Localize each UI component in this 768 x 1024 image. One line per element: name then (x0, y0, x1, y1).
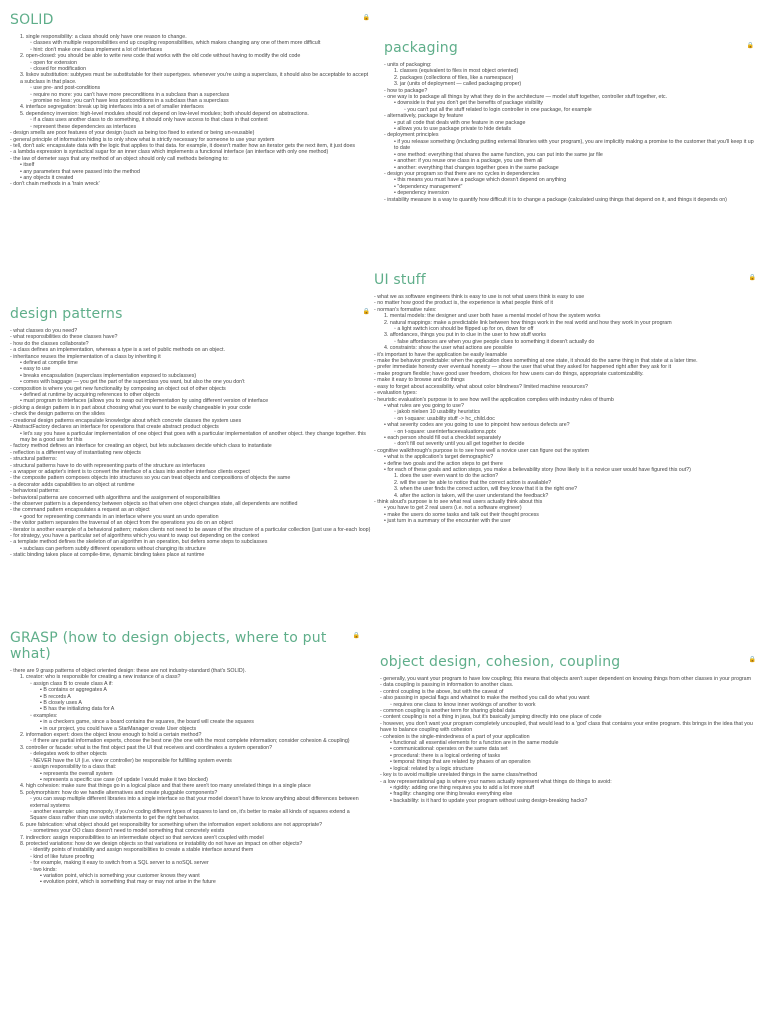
note-line: • define two goals and the action steps to get there (384, 460, 503, 467)
note-line: 1. single responsibility: a class should only have one reason to change. (20, 34, 187, 40)
note-line: • comes with baggage — you get the part of the superclass you want, but also the one you don't (20, 379, 245, 386)
note-line: ◦ examples: (30, 712, 58, 719)
note-line: 7. indirection: assign responsibilities to an intermediate object so that services aren't coupled with model (20, 834, 264, 841)
note-line: 2. will the user be able to notice that the correct action is available? (394, 479, 552, 486)
note-line: 5. dependency inversion: high-level modules should not depend on low-level modules; both should depend on abstractions. (20, 110, 309, 117)
note-line: - static binding takes place at compile-time, dynamic binding takes place at runtime (10, 552, 205, 559)
lock-icon: 🔒 (746, 43, 754, 49)
note-line: - tell, don't ask: encapsulate data with the logic that applies to that data. for example, it doesn't matter how an iterator gets the next item, it just does (10, 142, 356, 149)
note-line: ▪ in a checkers game, since a board contains the squares, the board will create the squares (40, 719, 254, 726)
note-line: - structural patterns: (10, 456, 58, 463)
note-line: ◦ represent these dependencies as interfaces (30, 123, 137, 130)
note-line: - easy to forget about accessibility. what about color blindness? limited machine resources? (374, 383, 588, 390)
note-line: - one way is to package all things by what they do in the architecture — model stuff together, controller stuff together, etc. (384, 94, 668, 101)
note-line: ▪ in our project, you could have a StarManager create User objects (40, 725, 197, 732)
note-line: • easy to use (20, 366, 51, 373)
note-line: ▪ variation point, which is something your customer knows they want (40, 873, 200, 879)
note-line: • fragility: changing one thing breaks everything else (390, 791, 513, 798)
lock-icon: 🔒 (352, 633, 360, 639)
note-line: - norman's formative rules: (374, 306, 437, 313)
note-line: 2. open-closed: you should be able to write new code that works with the old code without having to modify the old code (20, 53, 301, 60)
note-line: • rigidity: adding one thing requires you to add a lot more stuff (390, 784, 534, 791)
note-line: ▪ B records A (40, 693, 71, 700)
note-line: ◦ for example, making it easy to switch from a SQL server to a noSQL server (30, 860, 209, 867)
note-line: • if you release something (including putting external libraries with your program), you are implicitly making a promise to the customer that you'll keep it up to date (394, 138, 754, 152)
note-line: ◦ promise no less: you can't have less postconditions in a subclass than a superclass (30, 98, 229, 105)
note-line: - make the behavior predictable: when the application does something at one state, it should do the same thing in that state at a later time. (374, 358, 698, 365)
section-lines (380, 676, 758, 804)
note-line: - the observer pattern is a dependency between objects so that when one object changes state, all dependents are notified (10, 500, 298, 507)
note-line: • this means you must have a package which doesn't depend on anything (394, 177, 567, 184)
note-line: - don't chain methods in a 'train wreck' (10, 181, 100, 188)
note-line: ◦ if there are partial information experts, choose the best one (the one with the most complete information; consider cohesion & coupling) (30, 738, 350, 745)
note-line: • put all code that deals with one feature in one package (394, 119, 526, 126)
note-line: ◦ jakob nielsen 10 usability heuristics (394, 409, 481, 416)
note-line: • allows you to use package private to hide details (394, 126, 511, 133)
note-line: - key is to avoid multiple unrelated things in the same class/method (380, 772, 538, 779)
note-line: - a wrapper or adapter's intent is to convert the interface of a class into another interface clients expect (10, 468, 250, 475)
note-line: ◦ false affordances are when you give people clues to something it doesn't actually do (394, 338, 595, 345)
note-line: - deployment principles (384, 132, 439, 139)
note-line: • temporal: things that are related by phases of an operation (390, 759, 531, 766)
note-line: • what rules are you going to use? (384, 402, 464, 409)
note-line: • functional: all essential elements for a function are in the same module (390, 740, 559, 747)
note-line: ◦ delegates work to other objects (30, 751, 107, 758)
note-line: ▪ represents a specific use case (of update I would make it two blocked) (40, 776, 208, 783)
note-line: ◦ sometimes your OO class doesn't need to model something that concretely exists (30, 828, 225, 835)
lock-icon: 🔒 (748, 275, 756, 281)
note-line: 1. creator: who is responsible for creating a new instance of a class? (20, 674, 181, 681)
note-line: 6. pure fabrication: what object should get responsibility for something when the information expert solutions are not appropriate? (20, 821, 323, 828)
note-line: • another: everything that changes together goes in the same package (394, 164, 559, 171)
note-line: ▪ evolution point, which is something that may or may not arise in the future (40, 879, 216, 886)
note-line: - behavioral patterns: (10, 488, 60, 495)
note-line: • breaks encapsulation (superclass implementation exposed to subclasses) (20, 372, 197, 379)
note-line: 4. after the action is taken, will the user understand the feedback? (394, 492, 549, 499)
note-line: - design smells are poor features of your design (such as being too fixed to extend or being un-reusable) (10, 130, 255, 137)
note-line: • itself (20, 162, 35, 169)
note-line: 3. jar (units of deployment — called packaging proper) (394, 81, 522, 88)
note-line: • any parameters that were passed into the method (20, 168, 140, 175)
section-lines (10, 34, 372, 188)
note-line: • subclass can perform subtly different operations without changing its structure (20, 545, 206, 552)
lock-icon: 🔒 (362, 309, 370, 315)
section-title: UI stuff (374, 272, 426, 288)
note-line: - what classes do you need? (10, 328, 78, 334)
note-line: - make it easy to browse and do things (374, 377, 465, 384)
note-line: • logical: related by a logic structure (390, 765, 474, 772)
note-line: - for strategy, you have a particular set of algorithms which you want to swap out depending on the context (10, 533, 259, 539)
note-line: ◦ hint: don't make one class implement a lot of interfaces (30, 46, 163, 53)
note-line: - the law of demeter says that any method of an object should only call methods belonging to: (10, 155, 229, 162)
note-line: - data coupling is passing in information to another class. (380, 682, 514, 689)
section-solid (10, 12, 372, 248)
note-line: • downside is that you don't get the benefits of package visibility (394, 100, 543, 107)
note-line: - inheritance reuses the implementation of a class by inheriting it (10, 353, 161, 360)
note-line: ◦ classes with multiple responsibilities end up coupling responsibilities, which makes changing any one of them more difficult (30, 40, 321, 47)
note-line: - units of packaging: (384, 62, 432, 68)
lock-icon: 🔒 (748, 657, 756, 663)
note-line: ▪ represents the overall system (40, 770, 113, 777)
section-title: object design, cohesion, coupling (380, 654, 621, 670)
note-line: ◦ a light switch icon should be flipped up for on, down for off (394, 326, 534, 333)
note-line: ◦ requires one class to know inner workings of another to work (390, 701, 536, 708)
note-line: 1. classes (equivalent to files in most object oriented) (394, 68, 519, 75)
note-line: - what we as software engineers think is easy to use is not what users think is easy to use (374, 294, 585, 300)
note-line: ◦ two kinds: (30, 866, 57, 873)
note-line: ◦ assign responsibility to a class that: (30, 764, 117, 771)
note-line: ▪ B closely uses A (40, 700, 82, 707)
note-line: • one method: everything that shares the same function, you can put into the same jar file (394, 151, 603, 158)
note-line: ▪ B contains or aggregates A (40, 687, 107, 694)
note-line: - a low representational gap is where your names actually represent what things do things to avoid: (380, 778, 612, 785)
note-line: - picking a design pattern is in part about choosing what you want to be easily changeable in your code (10, 404, 251, 411)
note-line: • any objects it created (20, 174, 74, 181)
note-line: - content coupling is not a thing in java, but it's basically jumping directly into one place of code (380, 714, 602, 721)
section-grasp (10, 630, 362, 1010)
note-line: - AbstractFactory declares an interface for operations that create abstract product objects (10, 424, 219, 431)
note-line: 3. when the user finds the correct action, will they know that it is the right one? (394, 486, 578, 493)
note-line: - there are 9 grasp patterns of object oriented design: these are not industry-standard (that's SOLID). (10, 668, 246, 674)
note-line: 3. liskov substitution: subtypes must be substitutable for their supertypes. whenever you're using a superclass, it should also be acceptable to accept a subclass in that place. (20, 72, 369, 85)
note-line: - reflection is a different way of instantiating new objects (10, 449, 141, 456)
section-packaging (384, 40, 756, 250)
note-line: - design your program so that there are no cycles in dependencies (384, 170, 540, 177)
section-lines (10, 668, 362, 886)
note-line: 5. polymorphism: how do we handle alternatives and create pluggable components? (20, 789, 218, 796)
section-title: design patterns (10, 306, 123, 322)
note-line: • must program to interfaces (allows you to swap out implementation by using different version of interface (20, 398, 269, 405)
note-line: • make the users do some tasks and talk out their thought process (384, 511, 539, 518)
note-line: - however, you don't want your program completely uncoupled, that would lead to a 'god' class that contains your entire program. this brings in the idea that you have to balance coupling with cohesion (380, 720, 753, 734)
note-line: ◦ don't fill out severity until you all get together to decide (394, 441, 525, 448)
note-line: • defined at runtime by acquiring references to other objects (20, 392, 160, 399)
note-line: - structural patterns have to do with representing parts of the structure as interfaces (10, 462, 206, 469)
note-line: - also passing in special flags and whatnot to make the method you call do what you want (380, 695, 590, 702)
note-line: 3. affordances, things you put in to clue in the user to how stuff works (384, 332, 547, 339)
note-line: • dependency inversion (394, 190, 449, 197)
note-line: • procedural: there is a logical ordering of tasks (390, 752, 501, 759)
note-line: - check the design patterns on the slides (10, 411, 105, 418)
note-line: - make program flexible; have good user freedom, choices for how users can do things, appropriate customizability. (374, 370, 644, 377)
note-line: ◦ on t-square: userinterfaceevaluations.pptx (394, 428, 496, 435)
note-line: 1. mental models: the designer and user both have a mental model of how the system works (384, 313, 601, 320)
note-line: - no matter how good the product is, the experience is what people think of it (374, 300, 554, 307)
section-lines (374, 294, 758, 525)
note-line: ◦ another example: using monopoly, if you're coding different types of squares to land on, it's better to make all kinds of squares extend a Square class rather than use switch statements to get the right behavior. (30, 808, 350, 822)
note-line: • let's say you have a particular implementation of one object that goes with a particular implementation of another object. they change together. this may be a good use for this (20, 430, 366, 443)
note-line: • what is the application's target demographic? (384, 454, 494, 461)
note-line: 2. packages (collections of files, like a namespace) (394, 74, 514, 81)
note-line: 4. constraints: show the user what actions are possible (384, 345, 513, 352)
note-line: ◦ you can't put all the stuff related to login controller in one package, for example (404, 106, 592, 113)
note-line: - a template method defines the skeleton of an algorithm in an operation, but defers some steps to subclasses (10, 539, 268, 546)
note-line: - the visitor pattern separates the traversal of an object from the operations you do on an object (10, 520, 233, 527)
note-line: - factory method defines an interface for creating an object, but lets subclasses decide which class to instantiate (10, 443, 272, 450)
note-line: - heuristic evaluation's purpose is to see how well the application complies with industry rules of thumb (374, 396, 614, 403)
note-line: - how do the classes collaborate? (10, 340, 89, 347)
note-line: ◦ open for extension (30, 59, 77, 66)
note-line: 2. information expert: does the object know enough to hold a certain method? (20, 732, 202, 739)
note-line: 3. controller or facade: what is the first object past the UI that receives and coordinates a system operation? (20, 744, 273, 751)
note-line: • "dependency management" (394, 183, 463, 190)
note-line: 4. interface segregation: break up big interfaces into a set of smaller interfaces (20, 104, 204, 111)
note-line: - a decorator adds capabilities to an object at runtime (10, 481, 135, 488)
note-line: ◦ on t-square: usability stuff -> hc_child.doc (394, 415, 495, 422)
note-line: ◦ use pre- and post-conditions (30, 85, 101, 92)
note-line: - generally, you want your program to have low coupling; this means that objects aren't super dependent on knowing things from other classes in your program (380, 676, 752, 682)
note-line: ◦ identify points of instability and assign responsibilities to create a stable interface around them (30, 847, 254, 854)
note-line: ◦ closed for modification (30, 66, 87, 73)
note-line: - a lambda expression is syntactical sugar for an inner class which implements a functional interface (an interface with only one method) (10, 149, 329, 156)
lock-icon: 🔒 (362, 15, 370, 21)
note-line: • another: if you reuse one class in a package, you use them all (394, 158, 543, 165)
note-line: - composition is where you get new functionality by composing an object out of other objects (10, 385, 226, 392)
section-ui-stuff (374, 272, 758, 612)
note-line: - the command pattern encapsulates a request as an object (10, 507, 150, 514)
note-line: • each person should fill out a checklist separately (384, 434, 501, 441)
note-line: - what responsibilities do these classes have? (10, 334, 118, 341)
note-line: - instability measure is a way to quantify how difficult it is to change a package (calculated using things that depend on it, and things it depends on) (384, 196, 727, 203)
note-line: • just turn in a summary of the encounter with the user (384, 518, 511, 525)
note-line: - it's important to have the application be easily learnable (374, 351, 508, 358)
note-line: - general principle of information hiding is to only show what is strictly necessary for someone to use your system (10, 136, 275, 143)
note-line: • communicational: operates on the same data set (390, 746, 508, 753)
section-lines (10, 328, 372, 559)
note-line: - cognitive walkthrough's purpose is to see how well a novice user can figure out the system (374, 447, 590, 454)
note-line: - how to package? (384, 87, 428, 94)
note-line: 2. natural mappings: make a predictable link between how things work in the real world and how they work in your program (384, 319, 672, 326)
note-line: • what severity codes are you going to use to pinpoint how serious defects are? (384, 422, 570, 429)
note-line: - prefer immediate honesty over eventual honesty — show the user that what they asked for happened right after they ask for it (374, 364, 672, 371)
section-object-design (380, 654, 758, 924)
note-line: • backability: is it hard to update your program without using design-breaking hacks? (390, 797, 588, 804)
note-line: 4. high cohesion: make sure that things go in a logical place and that there aren't too many unrelated things in a single place (20, 783, 311, 790)
note-line: • for each of these goals and action steps, you make a believability story (how likely is it a novice user would have figured this out?) (384, 466, 691, 473)
section-title: packaging (384, 40, 458, 56)
section-design-patterns (10, 306, 372, 610)
note-line: 1. does the user even want to do the action? (394, 473, 499, 480)
note-line: ◦ you can swap multiple different libraries into a single interface so that your model doesn't have to know anything about differences between external systems (30, 796, 359, 809)
note-line: - creational design patterns encapsulate knowledge about which concrete classes the system uses (10, 417, 242, 424)
note-line: - alternatively, package by feature (384, 113, 464, 120)
note-line: 8. protected variations: how do we design objects so that variations or instability do not have an impact on other objects? (20, 840, 303, 847)
section-title: GRASP (how to design objects, where to put what) (10, 630, 327, 662)
note-line: • defined at compile time (20, 360, 78, 367)
note-line: - cohesion is the single-mindedness of a part of your application (380, 733, 530, 740)
note-line: - common coupling is another term for sharing global data (380, 708, 516, 715)
note-line: ◦ require no more: you can't have more preconditions in a subclass than a superclass (30, 91, 230, 98)
note-line: - evaluation types: (374, 390, 417, 397)
note-line: ◦ kind of like future proofing (30, 853, 95, 860)
note-line: ◦ assign class B to create class A if: (30, 680, 113, 687)
note-line: - iterator is another example of a behavioral pattern; makes clients not need to be aware of the structure of a particular collection (just use a for-each loop) (10, 526, 371, 533)
note-line: • you have to get 2 real users (i.e. not a software engineer) (384, 505, 522, 512)
note-line: - control coupling is the above, but with the caveat of (380, 688, 504, 695)
note-line: - a class defines an implementation, whereas a type is a set of public methods on an object. (10, 347, 225, 354)
note-line: - the composite pattern composes objects into structures so you can treat objects and compositions of objects the same (10, 475, 291, 482)
note-line: - think aloud's purpose is to see what real users actually think about this (374, 499, 543, 505)
note-line: ▪ B has the initializing data for A (40, 706, 115, 713)
note-line: • good for representing commands in an interface where you want an undo operation (20, 513, 219, 520)
note-line: ◦ if a class uses another class to do something, it should only have access to that class in that context (30, 117, 268, 124)
note-line: ◦ NEVER have the UI (i.e. view or controller) be responsible for fulfilling system events (30, 757, 232, 764)
section-title: SOLID (10, 12, 54, 28)
section-lines (384, 62, 756, 203)
note-line: - behavioral patterns are concerned with algorithms and the assignment of responsibilities (10, 494, 221, 501)
